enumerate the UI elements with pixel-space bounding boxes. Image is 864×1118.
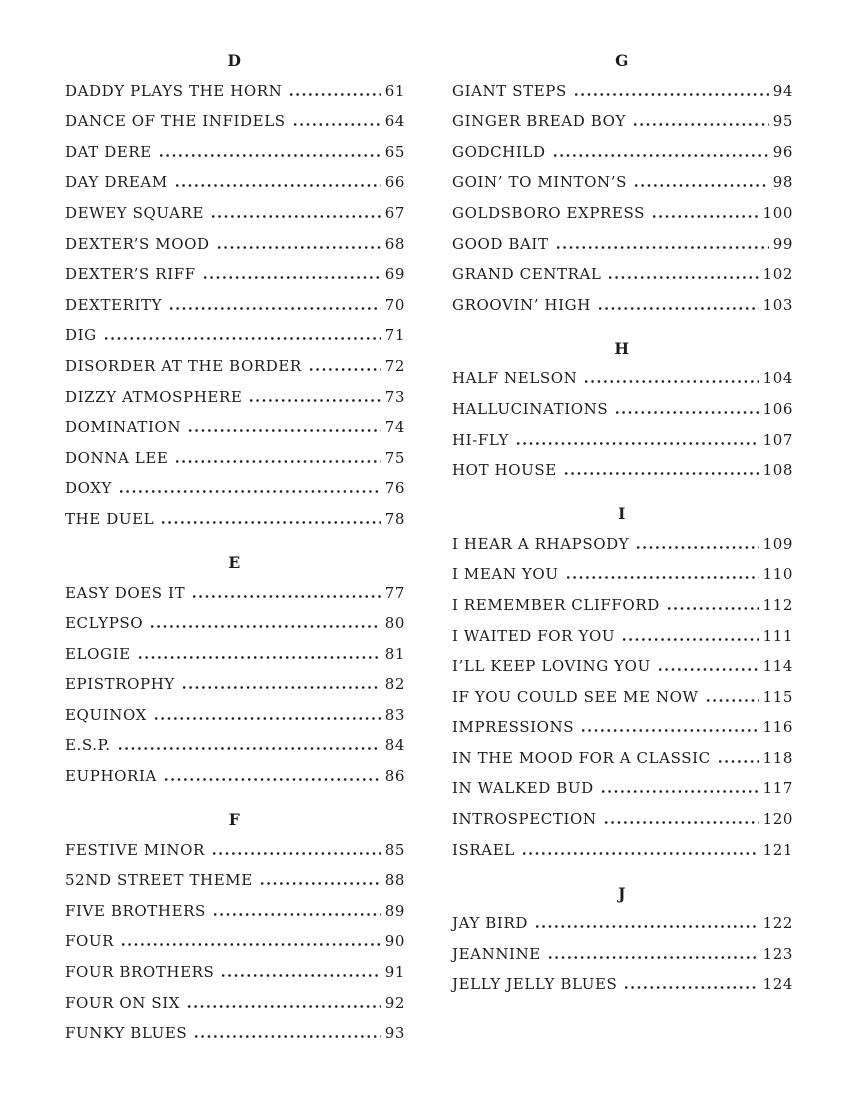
page-number: 111 [762,626,793,645]
toc-entry [65,608,405,639]
song-title: GOOD BAIT [452,234,549,253]
toc-entry [452,424,793,455]
page-number: 72 [384,356,405,375]
song-title: DOXY [65,479,113,498]
toc-entry [452,620,793,651]
page-number: 70 [384,295,405,314]
page-number: 90 [384,932,405,951]
dot-leader [181,686,381,689]
page-number: 73 [384,387,405,406]
page-number: 71 [384,326,405,345]
section-letter: D [227,51,243,70]
dot-leader [120,943,381,946]
song-title: IF YOU COULD SEE ME NOW [452,687,699,706]
song-title: DADDY PLAYS THE HORN [65,81,283,100]
song-title: ELOGIE [65,644,131,663]
dot-leader [259,882,381,885]
song-title: IN WALKED BUD [452,779,594,798]
page-number: 120 [762,810,793,829]
song-title: EPISTROPHY [65,675,175,694]
song-title: DONNA LEE [65,448,169,467]
toc-entry [65,167,405,198]
dot-leader [168,307,381,310]
song-title: I’LL KEEP LOVING YOU [452,657,651,676]
page-number: 86 [384,767,405,786]
toc-entry [65,228,405,259]
dot-leader [515,442,759,445]
toc-section [452,878,793,1000]
toc-entry [65,473,405,504]
song-title: IMPRESSIONS [452,718,575,737]
song-title: I MEAN YOU [452,565,559,584]
page-number: 83 [384,705,405,724]
page-number: 68 [384,234,405,253]
song-title: E.S.P. [65,736,111,755]
song-title: FOUR ON SIX [65,993,181,1012]
page-number: 84 [384,736,405,755]
toc-entry [452,651,793,682]
song-title: HI-FLY [452,430,509,449]
dot-leader [603,821,759,824]
toc-entry [65,760,405,791]
section-letter: I [618,504,627,524]
toc-entry [452,742,793,773]
toc-entry [452,363,793,394]
toc-entry [65,730,405,761]
toc-entry [452,167,793,198]
song-title: GINGER BREAD BOY [452,112,627,131]
toc-section [65,547,405,791]
toc-entry [65,412,405,443]
dot-leader [118,490,381,493]
song-title: DANCE OF THE INFIDELS [65,112,286,131]
page-number: 98 [772,173,793,192]
page-number: 107 [762,430,793,449]
toc-entry [65,381,405,412]
song-title: FESTIVE MINOR [65,840,205,859]
dot-leader [216,246,381,249]
song-title: GOIN’ TO MINTON’S [452,173,628,192]
dot-leader [191,595,381,598]
toc-entry [452,908,793,939]
song-title: JAY BIRD [452,914,528,933]
song-title: DEXTERITY [65,295,163,314]
toc-entry [452,969,793,1000]
page-number: 81 [384,644,405,663]
song-title: DISORDER AT THE BORDER [65,356,302,375]
dot-leader [614,411,758,414]
toc-section [452,498,793,865]
song-title: I REMEMBER CLIFFORD [452,595,660,614]
page-number: 118 [762,748,793,767]
toc-entry [65,1018,405,1049]
page-number: 93 [384,1024,405,1043]
song-title: GODCHILD [452,142,546,161]
dot-leader [149,625,381,628]
song-title: HOT HOUSE [452,461,557,480]
section-letter: G [615,51,630,70]
song-title: GROOVIN’ HIGH [452,295,591,314]
page-number: 110 [762,565,793,584]
dot-leader [600,790,759,793]
page-number: 112 [762,595,793,614]
dot-leader [158,154,381,157]
song-title: FOUR BROTHERS [65,963,215,982]
dot-leader [583,380,758,383]
dot-leader [163,778,381,781]
page-number: 99 [772,234,793,253]
page-number: 95 [772,112,793,131]
page-number: 67 [384,203,405,222]
page-number: 108 [762,461,793,480]
dot-leader [651,215,759,218]
dot-leader [153,717,381,720]
dot-leader [666,607,759,610]
dot-leader [633,184,769,187]
page-number: 121 [762,840,793,859]
toc-section [452,333,793,485]
page-number: 82 [384,675,405,694]
dot-leader [187,429,381,432]
toc-entry [65,577,405,608]
toc-entry [65,956,405,987]
toc-entry [65,442,405,473]
song-title: EASY DOES IT [65,583,186,602]
toc-entry [452,228,793,259]
toc-entry [65,834,405,865]
song-title: FOUR [65,932,115,951]
toc-entry [452,834,793,865]
dot-leader [580,729,758,732]
page-number: 89 [384,901,405,920]
page-number: 122 [762,914,793,933]
song-title: DEWEY SQUARE [65,203,205,222]
toc-entry [65,289,405,320]
dot-leader [635,546,758,549]
toc-entry [452,589,793,620]
song-title: DOMINATION [65,418,182,437]
page-number: 92 [384,993,405,1012]
toc-entry [452,528,793,559]
dot-leader [565,576,759,579]
toc-entry [65,136,405,167]
song-title: HALF NELSON [452,369,578,388]
section-letter: H [614,338,631,358]
section-letter: J [618,883,627,903]
dot-leader [547,956,759,959]
page-number: 91 [384,963,405,982]
toc-entry [452,136,793,167]
song-title: IN THE MOOD FOR A CLASSIC [452,748,711,767]
toc-section [452,45,793,320]
toc-entry [65,197,405,228]
toc-entry [452,289,793,320]
dot-leader [186,1005,381,1008]
dot-leader [717,760,759,763]
song-title: THE DUEL [65,509,155,528]
toc-entry [65,320,405,351]
song-title: ECLYPSO [65,614,144,633]
toc-column-left [65,45,405,1118]
toc-entry [65,350,405,381]
page-number: 102 [762,265,793,284]
dot-leader [137,656,381,659]
toc-entry [65,895,405,926]
dot-leader [117,747,381,750]
toc-entry [65,259,405,290]
page-number: 74 [384,418,405,437]
dot-leader [563,472,759,475]
dot-leader [174,184,381,187]
toc-entry [65,699,405,730]
song-title: DIG [65,326,97,345]
song-title: I WAITED FOR YOU [452,626,616,645]
song-title: 52ND STREET THEME [65,871,253,890]
dot-leader [292,123,381,126]
dot-leader [210,215,381,218]
dot-leader [705,699,759,702]
page-number: 106 [762,399,793,418]
song-title: GIANT STEPS [452,81,567,100]
toc-entry [65,987,405,1018]
page-number: 124 [762,975,793,994]
toc-entry [452,106,793,137]
toc-entry [452,681,793,712]
toc-entry [452,773,793,804]
dot-leader [573,93,769,96]
page-number: 80 [384,614,405,633]
toc-entry [452,455,793,486]
toc-entry [452,75,793,106]
page-number: 104 [762,369,793,388]
page-number: 61 [384,81,405,100]
song-title: I HEAR A RHAPSODY [452,534,630,553]
toc-entry [452,259,793,290]
toc-entry [65,926,405,957]
page-number: 75 [384,448,405,467]
page-number: 123 [762,944,793,963]
dot-leader [193,1035,380,1038]
toc-section [65,804,405,1048]
page-number: 88 [384,871,405,890]
song-title: DAT DERE [65,142,152,161]
dot-leader [552,154,769,157]
page-number: 117 [762,779,793,798]
song-title: DEXTER’S RIFF [65,265,196,284]
dot-leader [621,638,758,641]
page-number: 94 [772,81,793,100]
toc-entry [452,803,793,834]
song-title: HALLUCINATIONS [452,399,609,418]
toc-entry [65,503,405,534]
song-title: JEANNINE [452,944,541,963]
dot-leader [174,460,380,463]
song-title: EQUINOX [65,705,147,724]
dot-leader [632,123,769,126]
dot-leader [220,974,380,977]
toc-entry [452,938,793,969]
song-title: EUPHORIA [65,767,157,786]
dot-leader [288,93,380,96]
section-letter: E [228,552,242,572]
dot-leader [521,852,759,855]
dot-leader [597,307,759,310]
dot-leader [555,246,769,249]
dot-leader [534,925,759,928]
page-number: 96 [772,142,793,161]
toc-entry [452,393,793,424]
dot-leader [657,668,759,671]
page-number: 114 [762,657,793,676]
song-title: FUNKY BLUES [65,1024,188,1043]
toc-entry [452,559,793,590]
page-number: 65 [384,142,405,161]
song-title: INTROSPECTION [452,810,597,829]
song-title: GRAND CENTRAL [452,265,602,284]
page-number: 64 [384,112,405,131]
song-title: DEXTER’S MOOD [65,234,210,253]
page-number: 100 [762,203,793,222]
song-title: GOLDSBORO EXPRESS [452,203,645,222]
page-number: 109 [762,534,793,553]
page-number: 77 [384,583,405,602]
song-title: DAY DREAM [65,173,168,192]
toc-entry [65,106,405,137]
toc-entry [65,865,405,896]
song-title: FIVE BROTHERS [65,901,206,920]
song-title: JELLY JELLY BLUES [452,975,618,994]
dot-leader [202,276,381,279]
page-number: 115 [762,687,793,706]
dot-leader [103,337,381,340]
page-number: 103 [762,295,793,314]
toc-entry [452,197,793,228]
dot-leader [248,399,380,402]
page-number: 85 [384,840,405,859]
dot-leader [212,913,381,916]
dot-leader [607,276,758,279]
dot-leader [160,521,381,524]
page-number: 116 [762,718,793,737]
toc-entry [65,75,405,106]
page-number: 66 [384,173,405,192]
dot-leader [308,368,381,371]
toc-entry [65,669,405,700]
toc-entry [452,712,793,743]
dot-leader [211,852,381,855]
dot-leader [623,986,758,989]
page-number: 69 [384,265,405,284]
section-letter: F [228,810,242,830]
song-title: ISRAEL [452,840,515,859]
song-title: DIZZY ATMOSPHERE [65,387,243,406]
toc-column-right [452,45,793,1118]
page-number: 76 [384,479,405,498]
page-number: 78 [384,509,405,528]
toc-section [65,45,405,534]
toc-entry [65,638,405,669]
